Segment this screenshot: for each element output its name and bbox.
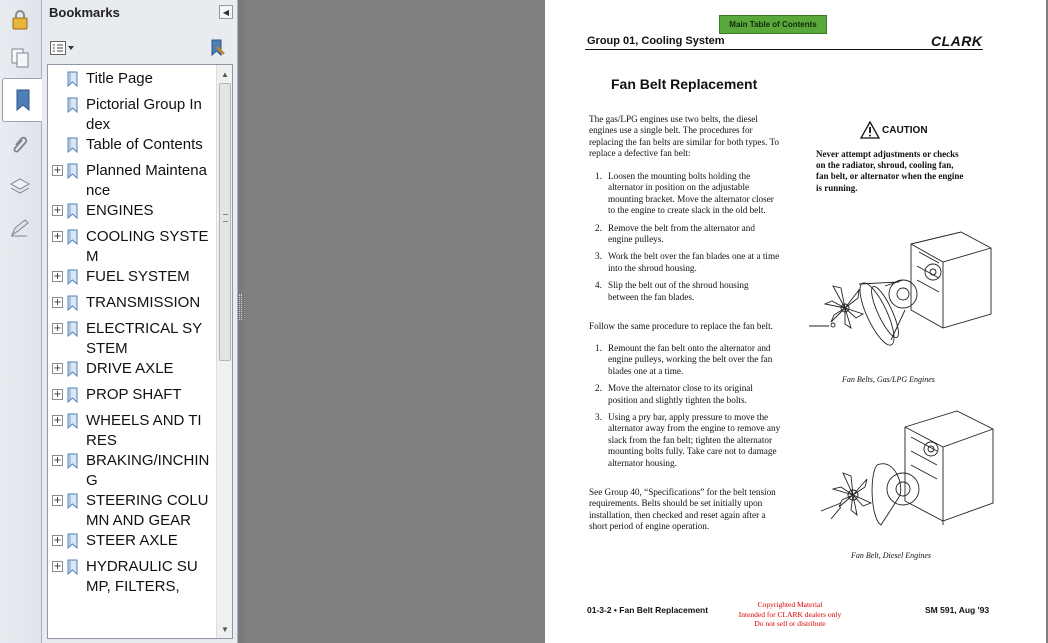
tree-spacer [52, 73, 63, 84]
layers-icon[interactable] [4, 170, 36, 202]
options-menu-button[interactable] [50, 39, 80, 57]
pages-icon[interactable] [4, 42, 36, 74]
bookmark-icon [66, 361, 80, 377]
bookmark-item[interactable] [48, 557, 216, 597]
procedure-step [589, 223, 781, 246]
bookmark-label: Planned Maintenance [86, 162, 207, 199]
bookmark-item[interactable] [48, 293, 216, 319]
step-text: Slip the belt out of the shroud housing between the fan blades. [608, 280, 749, 302]
bookmark-label: ELECTRICAL SYSTEM [86, 320, 203, 357]
bookmark-icon [66, 71, 80, 87]
step-number: 2. [595, 222, 602, 233]
new-bookmark-button[interactable] [207, 39, 227, 57]
bookmark-item[interactable] [48, 69, 216, 95]
step-text: Remount the fan belt onto the alternator and engine pulleys, working the belt over the fan blades one at a time. [608, 343, 773, 376]
removal-steps [589, 171, 781, 309]
bookmark-item[interactable] [48, 227, 216, 267]
bookmark-icon[interactable] [2, 78, 42, 122]
panel-title: Bookmarks [49, 5, 120, 20]
step-text: Work the belt over the fan blades one at a time into the shroud housing. [608, 251, 780, 273]
intro-paragraph: The gas/LPG engines use two belts, the diesel engines use a single belt. The procedures for replacing the fan belts are similar for both types. To replace a defective fan belt: [589, 114, 780, 159]
bookmark-item[interactable] [48, 531, 216, 557]
navigation-rail [0, 0, 42, 643]
bookmark-icon [66, 295, 80, 311]
copyright-line: Intended for CLARK dealers only [738, 609, 842, 619]
document-viewer [244, 0, 1048, 643]
procedure-step [589, 412, 781, 469]
header-rule [585, 49, 983, 50]
bookmark-icon [66, 453, 80, 469]
bookmark-label: ENGINES [86, 202, 154, 219]
expand-toggle-icon[interactable]: + [53, 415, 62, 426]
expand-toggle-icon[interactable]: + [53, 297, 62, 308]
step-number: 3. [595, 412, 602, 423]
bookmarks-toolbar [46, 36, 236, 60]
signature-icon[interactable] [4, 212, 36, 244]
procedure-step [589, 343, 781, 377]
bookmark-label: STEERING COLUMN AND GEAR [86, 492, 209, 529]
footer-page-ref: 01-3-2 • Fan Belt Replacement [587, 605, 709, 615]
bookmark-icon [66, 321, 80, 337]
bookmark-icon [66, 97, 80, 113]
copyright-notice [720, 600, 860, 629]
section-title: Fan Belt Replacement [611, 76, 758, 92]
procedure-note: Follow the same procedure to replace the fan belt. [589, 321, 773, 331]
copyright-line: Copyrighted Material [757, 600, 823, 609]
bookmarks-panel [42, 0, 238, 643]
expand-toggle-icon[interactable]: + [53, 561, 62, 572]
step-number: 1. [595, 171, 602, 181]
bookmark-item[interactable] [48, 385, 216, 411]
step-number: 1. [595, 343, 602, 353]
bookmark-label: COOLING SYSTEM [86, 228, 209, 265]
bookmark-label: TRANSMISSION [86, 294, 201, 311]
step-number: 4. [595, 280, 602, 291]
procedure-step [589, 251, 781, 274]
bookmark-item[interactable] [48, 411, 216, 451]
scroll-down-arrow[interactable]: ▼ [221, 624, 229, 634]
scrollbar-thumb[interactable] [219, 83, 231, 361]
chevron-down-icon [68, 46, 74, 50]
bookmark-label: STEER AXLE [86, 532, 178, 549]
bookmark-icon [66, 203, 80, 219]
bookmark-list [48, 69, 216, 597]
bookmark-item[interactable] [48, 491, 216, 531]
bookmark-icon [66, 163, 80, 179]
bookmark-label: DRIVE AXLE [86, 360, 174, 377]
lock-icon[interactable] [4, 4, 36, 36]
bookmark-item[interactable] [48, 319, 216, 359]
bookmark-item[interactable] [48, 451, 216, 491]
expand-toggle-icon[interactable]: + [53, 231, 62, 242]
collapse-panel-button[interactable]: ◀ [219, 5, 233, 19]
step-text: Remove the belt from the alternator and engine pulleys. [608, 222, 755, 245]
procedure-step [589, 280, 781, 303]
bookmark-icon [66, 387, 80, 403]
bookmark-label: Title Page [86, 70, 153, 87]
bookmark-item[interactable] [48, 135, 216, 161]
step-number: 2. [595, 383, 602, 394]
bookmark-item[interactable] [48, 201, 216, 227]
bookmark-icon [66, 229, 80, 245]
bookmark-icon [66, 269, 80, 285]
expand-toggle-icon[interactable]: + [53, 389, 62, 400]
caution-text: Never attempt adjustments or checks on the radiator, shroud, cooling fan, fan belt, or alternator when the engine is running. [816, 149, 964, 193]
expand-toggle-icon[interactable]: + [53, 363, 62, 374]
expand-toggle-icon[interactable]: + [53, 205, 62, 216]
fan-belts-gas-lpg-illustration [799, 222, 995, 356]
bookmark-label: Pictorial Group Index [86, 96, 202, 133]
bookmark-icon [66, 493, 80, 509]
bookmark-label: FUEL SYSTEM [86, 268, 190, 285]
bookmark-icon [66, 413, 80, 429]
bookmark-item[interactable] [48, 161, 216, 201]
procedure-step [589, 171, 781, 217]
figure1-caption: Fan Belts, Gas/LPG Engines [842, 375, 935, 384]
caution-label: CAUTION [882, 124, 928, 136]
bookmark-icon [66, 137, 80, 153]
install-steps [589, 343, 781, 475]
bookmark-label: WHEELS AND TIRES [86, 412, 202, 449]
tree-spacer [52, 139, 63, 150]
pdf-page [545, 0, 1046, 643]
step-text: Move the alternator close to its original position and slightly tighten the bolts. [608, 383, 753, 405]
clark-logo: CLARK [931, 33, 983, 49]
bookmark-icon [66, 559, 80, 575]
bookmark-label: PROP SHAFT [86, 386, 182, 403]
bookmark-item[interactable] [48, 267, 216, 293]
spec-paragraph: See Group 40, “Specifications” for the belt tension requirements. Belts should be set initially upon installation, then checked and reset again after a short period of engine operation. [589, 487, 776, 532]
bookmark-label: BRAKING/INCHING [86, 452, 210, 489]
bookmark-icon [66, 533, 80, 549]
tree-spacer [52, 99, 63, 110]
step-text: Loosen the mounting bolts holding the alternator in position on the adjustable mounting bracket. Move the alternator closer to the engine to create slack in the old belt. [608, 171, 774, 216]
step-number: 3. [595, 251, 602, 262]
bookmark-item[interactable] [48, 95, 216, 135]
figure2-caption: Fan Belt, Diesel Engines [851, 551, 931, 560]
bookmark-label: Table of Contents [86, 136, 203, 153]
group-header: Group 01, Cooling System [587, 35, 725, 47]
main-toc-button[interactable]: Main Table of Contents [719, 15, 827, 34]
expand-toggle-icon[interactable]: + [53, 271, 62, 282]
caution-heading [860, 121, 928, 139]
step-text: Using a pry bar, apply pressure to move the alternator away from the engine to remove any slack from the fan belt; tighten the alternator mounting bolts fully. Take care not to damage alternator housing. [608, 412, 781, 468]
expand-toggle-icon[interactable]: + [53, 455, 62, 466]
bookmark-scrollbar[interactable] [216, 65, 232, 638]
expand-toggle-icon[interactable]: + [53, 165, 62, 176]
footer-manual-ref: SM 591, Aug '93 [925, 605, 990, 615]
scroll-up-arrow[interactable]: ▲ [221, 69, 229, 79]
bookmark-tree [47, 64, 233, 639]
expand-toggle-icon[interactable]: + [53, 323, 62, 334]
expand-toggle-icon[interactable]: + [53, 535, 62, 546]
list-options-icon [50, 41, 66, 55]
paperclip-icon[interactable] [4, 128, 36, 160]
fan-belt-diesel-illustration [807, 407, 997, 537]
bookmark-item[interactable] [48, 359, 216, 385]
bookmark-label: HYDRAULIC SUMP, FILTERS, [86, 558, 198, 595]
warning-triangle-icon [860, 121, 880, 139]
bookmark-tool-icon [207, 39, 227, 57]
procedure-step [589, 383, 781, 406]
copyright-line: Do not sell or distribute [754, 619, 826, 628]
expand-toggle-icon[interactable]: + [53, 495, 62, 506]
